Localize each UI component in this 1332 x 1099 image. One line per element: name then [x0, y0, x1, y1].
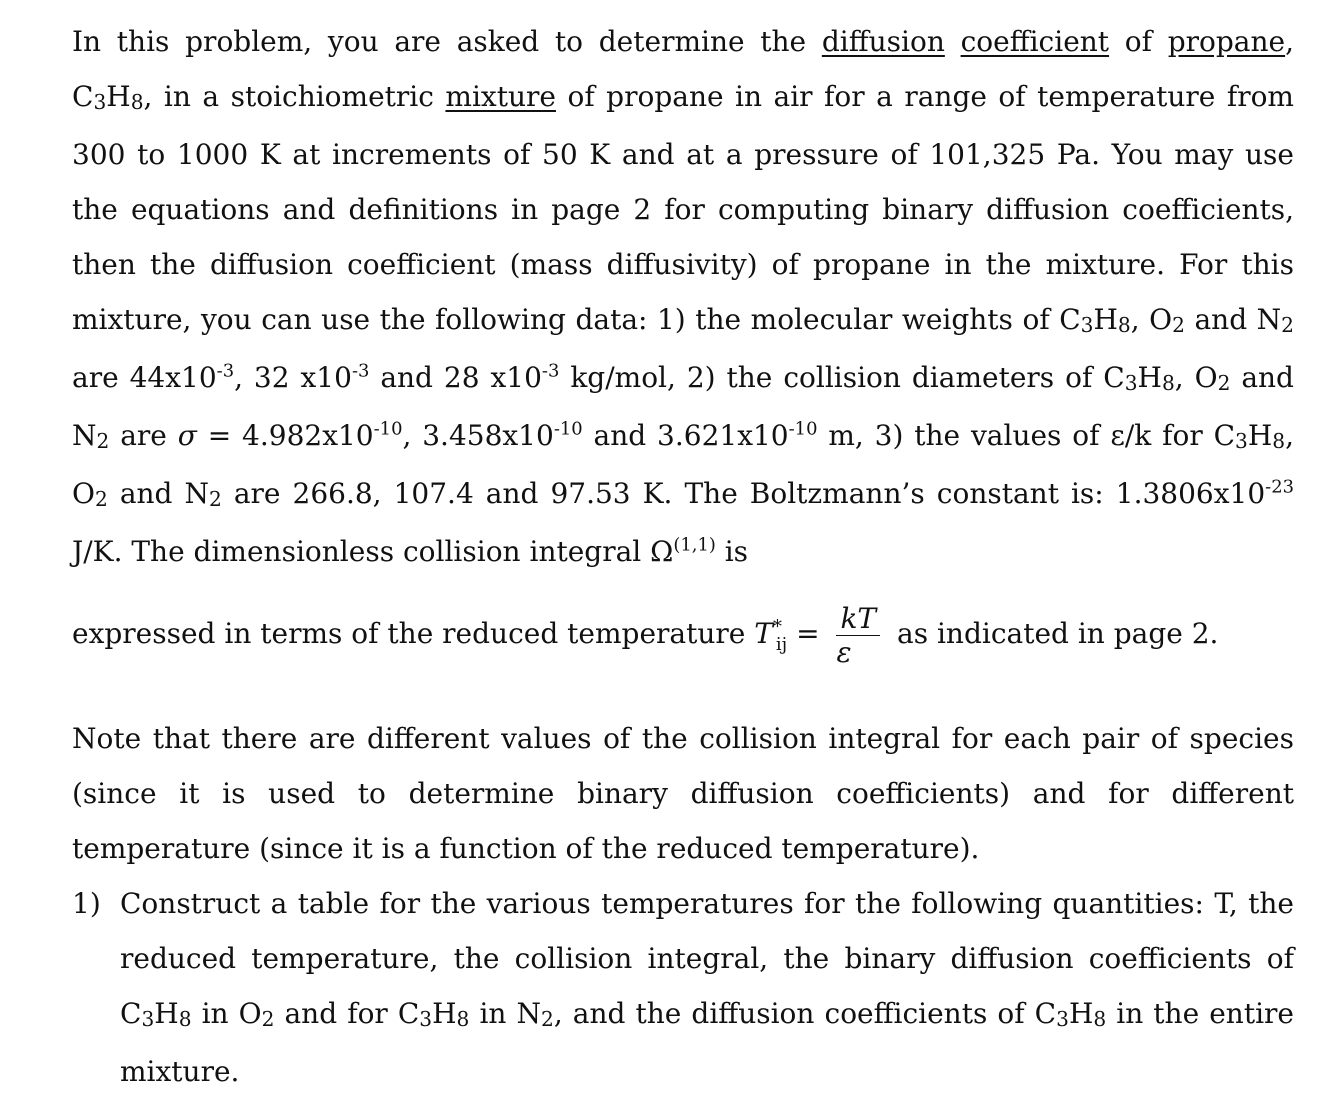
text-run: , 32 x10 — [234, 361, 352, 394]
exponent: -10 — [788, 418, 818, 440]
fraction-denominator: ε — [836, 636, 852, 669]
text-run: Construct a table for the various temperatures for the following quantities: T, the reduced temperature, the collision integral, the binary diffusion coefficients of C — [120, 887, 1294, 1030]
text-run — [945, 25, 961, 58]
text-run: H — [1093, 303, 1118, 336]
subscript: 3 — [1235, 429, 1248, 454]
subscript: 8 — [130, 90, 144, 115]
subscript: 2 — [1281, 313, 1294, 338]
text-run: in O — [191, 997, 262, 1030]
subscript: 2 — [541, 1007, 554, 1032]
text-run: H — [154, 997, 179, 1030]
exponent: -3 — [216, 360, 235, 382]
list-item — [72, 876, 1294, 1099]
text-run: and N — [107, 477, 209, 510]
ij-subscript: ij — [775, 633, 788, 655]
text-run: and N — [1184, 303, 1282, 336]
underlined-word-coefficient: coefficient — [960, 25, 1110, 58]
reduced-temperature-symbol: T — [754, 617, 773, 650]
text-run: in the entire mixture. — [120, 997, 1294, 1088]
exponent: -10 — [553, 418, 583, 440]
text-run: as indicated in page 2. — [888, 617, 1219, 650]
text-run: and 3.621x10 — [582, 419, 789, 452]
subscript: 8 — [1272, 429, 1286, 454]
subscript: 3 — [1056, 1007, 1069, 1032]
omega-symbol: Ω — [650, 535, 674, 568]
subscript: 3 — [1124, 371, 1138, 396]
text-run: H — [1247, 419, 1273, 452]
subscript: 8 — [1117, 313, 1131, 338]
text-run: kg/mol, 2) the collision diameters of C — [559, 361, 1125, 394]
exponent: -3 — [541, 360, 560, 382]
text-run: H — [1137, 361, 1162, 394]
text-run: , 3.458x10 — [402, 419, 554, 452]
subscript: 2 — [94, 487, 108, 512]
text-run: = 4.982x10 — [196, 419, 374, 452]
text-run: m, 3) the values of ε/k for C — [817, 419, 1236, 452]
text-run: H — [432, 997, 457, 1030]
subscript: 3 — [1080, 313, 1094, 338]
document-page — [72, 14, 1294, 1099]
text-run: and N — [72, 361, 1294, 452]
subscript: 3 — [141, 1007, 155, 1032]
underlined-word-mixture: mixture — [445, 80, 556, 113]
text-run: , in a stoichiometric — [143, 80, 446, 113]
subscript: 8 — [178, 1007, 192, 1032]
equals-sign: = — [787, 617, 829, 650]
subscript: 8 — [1161, 371, 1175, 396]
text-run: , O — [72, 419, 1295, 510]
subscript: 8 — [456, 1007, 470, 1032]
note-paragraph: Note that there are different values of the collision integral for each pair of species (since it is used to determine binary diffusion coefficients) and for different temperature (since it is a function of the reduced temperature). — [72, 722, 1294, 865]
text-run: expressed in terms of the reduced temperature — [72, 617, 755, 650]
text-run: is — [715, 535, 749, 568]
text-run: and for C — [274, 997, 420, 1030]
subscript: 8 — [1093, 1007, 1107, 1032]
text-run: , C — [72, 25, 1294, 113]
subscript: 3 — [93, 90, 107, 115]
text-run: , O — [1174, 361, 1218, 394]
list-item-text — [120, 876, 1294, 1099]
omega-superscript: (1,1) — [673, 534, 716, 556]
subscript: 2 — [96, 429, 110, 454]
text-run: are 44x10 — [72, 361, 217, 394]
text-run: J/K. The dimensionless collision integral — [72, 535, 651, 568]
text-run: in N — [469, 997, 541, 1030]
subscript: 3 — [419, 1007, 433, 1032]
subscript: 2 — [209, 487, 222, 512]
text-run: are 266.8, 107.4 and 97.53 K. The Boltzmann’s constant is: 1.3806x10 — [221, 477, 1266, 510]
text-run: and 28 x10 — [369, 361, 542, 394]
list-number: 1) — [72, 887, 101, 920]
text-run: are — [109, 419, 178, 452]
fraction-numerator: kT — [836, 604, 880, 636]
sigma-symbol: σ — [177, 419, 197, 452]
text-run: of propane in air for a range of temperature from 300 to 1000 K at increments of 50 K and at a pressure of 101,325 Pa. You may use the equations and definitions in page 2 for computing binary diffusion coefficients, then the diffusion coefficient (mass diffusivity) of propane in the mixture. For this mixture, you can use the following data: 1) the molecular weights of C — [72, 80, 1294, 336]
underlined-word-propane: propane — [1167, 25, 1286, 58]
text-run: of — [1109, 25, 1168, 58]
subscript: 2 — [1217, 371, 1231, 396]
kt-over-epsilon-fraction — [836, 601, 880, 669]
subscript: 2 — [1172, 313, 1185, 338]
problem-statement-paragraph — [72, 14, 1294, 579]
reduced-temperature-line — [72, 579, 1294, 689]
subscript: 2 — [261, 1007, 275, 1032]
exponent: -23 — [1265, 476, 1294, 498]
exponent: -3 — [351, 360, 370, 382]
text-run: H — [1068, 997, 1094, 1030]
text-run: H — [106, 80, 131, 113]
text-run: , O — [1130, 303, 1173, 336]
exponent: -10 — [373, 418, 403, 440]
text-run: , and the diffusion coefficients of C — [553, 997, 1057, 1030]
underlined-word-diffusion: diffusion — [821, 25, 945, 58]
text-run: In this problem, you are asked to determine the — [72, 25, 822, 58]
star-superscript: * — [772, 616, 782, 638]
